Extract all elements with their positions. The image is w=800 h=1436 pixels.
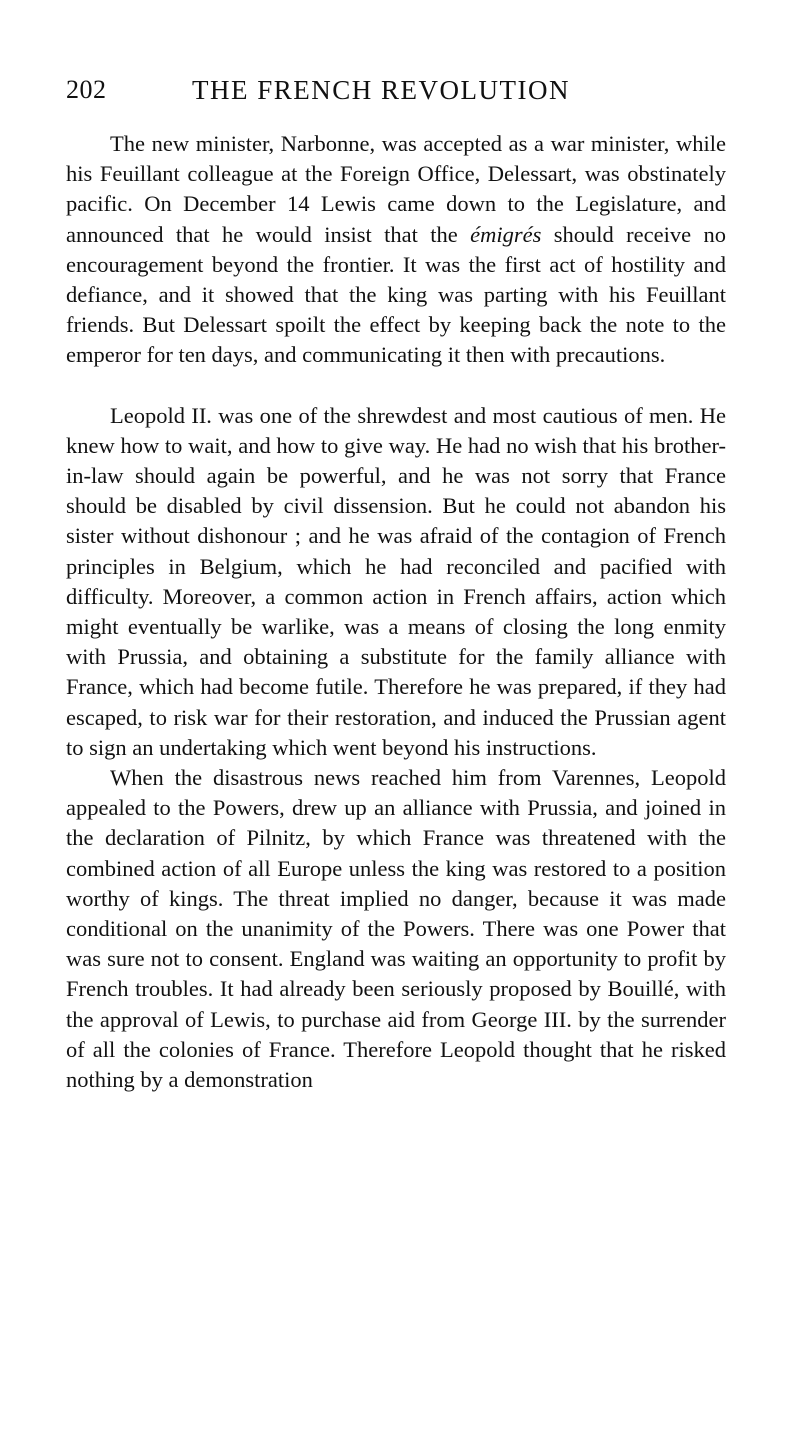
running-title: THE FRENCH REVOLUTION [192,75,570,105]
paragraph-leopold-ii: Leopold II. was one of the shrewdest and most cautious of men. He knew how to wait, and how to give way. He had no wish that his brother-in-law should again be powerful, and he was not sorry that France should be disabled by civil dissension. But he could not abandon his sister without dishonour ; and he was afraid of the contagion of French principles in Belgium, which he had reconciled and pacified with difficulty. Moreover, a common action in French affairs, action which might eventually be warlike, was a means of closing the long enmity with Prussia, and obtaining a substitute for the family alliance with France, which had become futile. Therefore he was prepared, if they had escaped, to risk war for their restoration, and induced the Prussian agent to sign an undertaking which went beyond his instructions. [66,402,726,760]
page-number: 202 [66,75,107,104]
book-page [66,70,726,1095]
italic-term: émigrés [470,221,542,247]
running-header [66,70,726,110]
paragraph-narbonne-delessart [66,129,726,371]
paragraph-text: The new minister, Narbonne, was accepted as a war minister, while his Feuillant colleague at the Foreign Office, Delessart, was obstinately pacific. On December 14 Lewis came down to the Legislature, and announced that he would insist that the [66,131,726,247]
paragraph-varennes-pilnitz: When the disastrous news reached him from Varennes, Leopold appealed to the Powers, drew up an alliance with Prussia, and joined in the declaration of Pilnitz, by which France was threatened with the combined action of all Europe unless the king was restored to a position worthy of kings. The threat implied no danger, because it was made conditional on the unanimity of the Powers. There was one Power that was sure not to consent. England was waiting an opportunity to profit by French troubles. It had already been seriously proposed by Bouillé, with the approval of Lewis, to purchase aid from George III. by the surrender of all the colonies of France. Therefore Leopold thought that he risked nothing by a demonstration [66,765,726,1093]
body-text [66,129,726,1095]
paragraph-text: should receive no encouragement beyond the frontier. It was the first act of hostility and defiance, and it showed that the king was parting with his Feuillant friends. But Delessart spoilt the effect by keeping back the note to the emperor for ten days, and communicating it then with precautions. [66,221,726,368]
